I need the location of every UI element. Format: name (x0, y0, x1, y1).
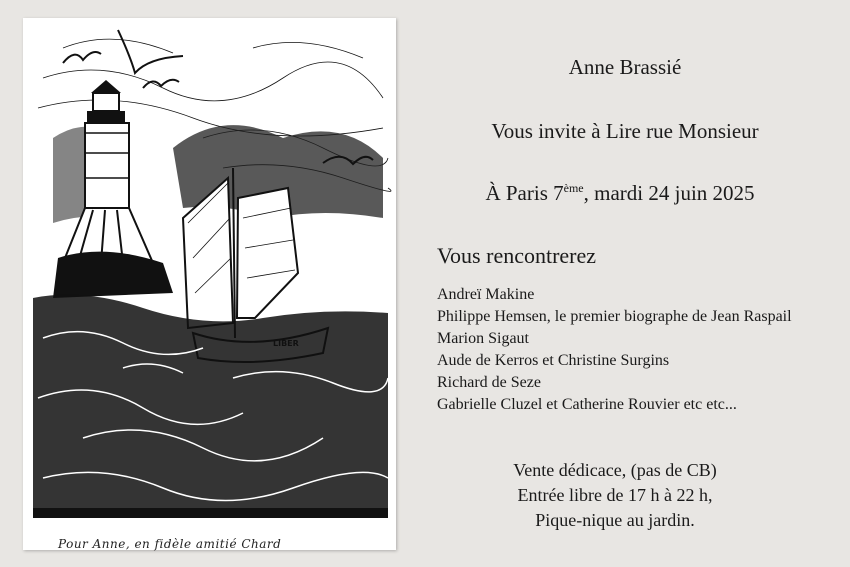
event-date (400, 181, 840, 206)
host-name: Anne Brassié (568, 55, 682, 79)
footer-line: Entrée libre de 17 h à 22 h, (517, 485, 713, 505)
event-details (400, 458, 830, 533)
footer-line: Pique-nique au jardin. (535, 510, 695, 530)
footer-line: Vente dédicace, (pas de CB) (513, 460, 717, 480)
guest-item: Gabrielle Cluzel et Catherine Rouvier etc etc... (437, 396, 737, 413)
date-superscript: ème (563, 181, 584, 195)
dedication-signature: Pour Anne, en fidèle amitié Chard (58, 537, 282, 551)
invite-line: Vous invite à Lire rue Monsieur (491, 119, 759, 143)
guest-item: Aude de Kerros et Christine Surgins (437, 352, 670, 369)
guest-item: Philippe Hemsen, le premier biographe de Jean Raspail (437, 308, 792, 325)
guest-item: Andreï Makine (437, 286, 535, 303)
meet-title: Vous rencontrerez (437, 243, 597, 268)
illustration-card (23, 18, 396, 550)
guest-item: Marion Sigaut (437, 330, 529, 347)
invitation-text (400, 0, 850, 567)
date-suffix: , mardi 24 juin 2025 (583, 181, 755, 205)
guest-item: Richard de Seze (437, 374, 541, 391)
date-prefix: À Paris 7 (485, 181, 564, 205)
lighthouse-sailboat-illustration (23, 18, 396, 550)
guest-list (437, 284, 792, 416)
